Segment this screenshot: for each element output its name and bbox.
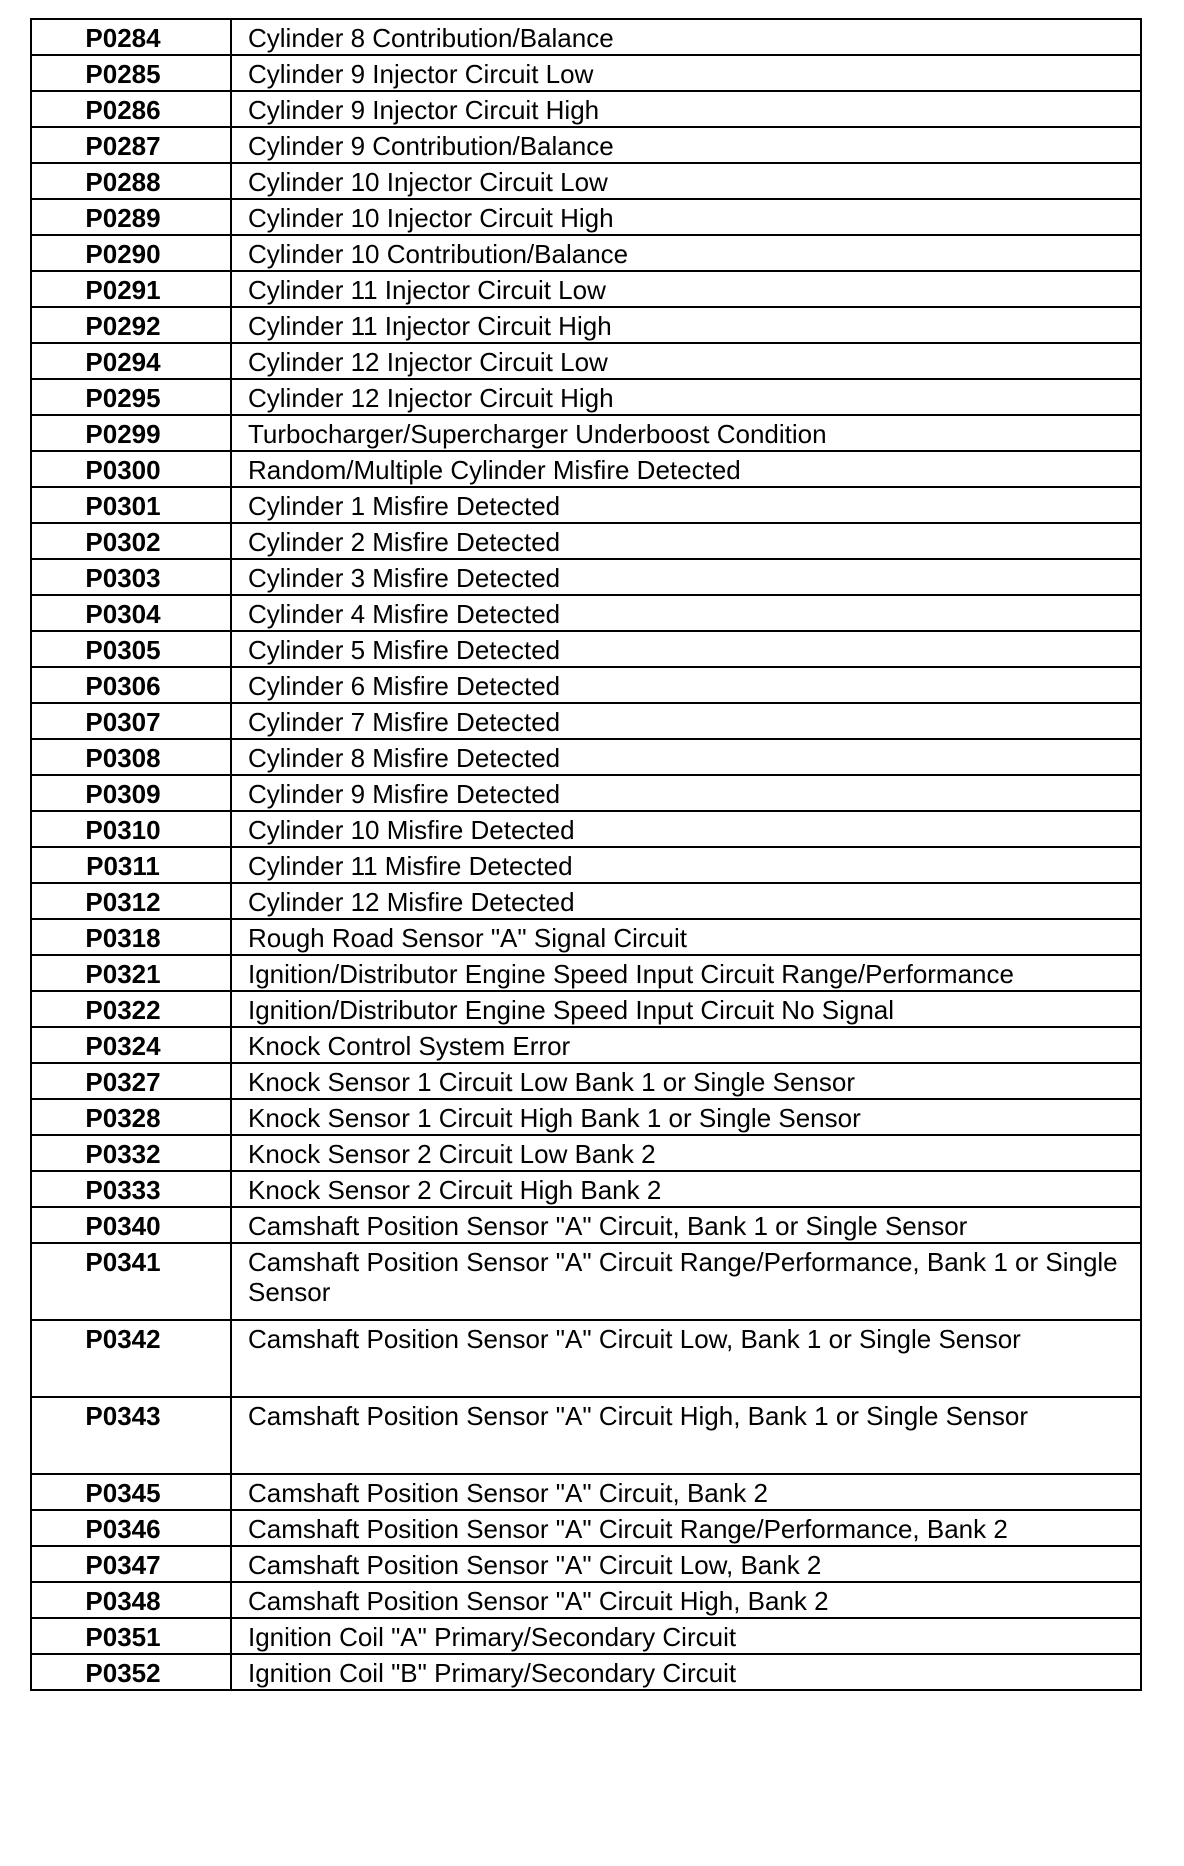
table-row	[31, 1397, 1141, 1474]
table-row	[31, 415, 1141, 451]
dtc-description-cell: Cylinder 10 Contribution/Balance	[231, 235, 1141, 271]
dtc-code-cell: P0342	[31, 1320, 231, 1397]
dtc-code-cell: P0309	[31, 775, 231, 811]
dtc-description-cell: Camshaft Position Sensor "A" Circuit Low, Bank 1 or Single Sensor	[231, 1320, 1141, 1397]
dtc-code-cell: P0292	[31, 307, 231, 343]
dtc-description-cell: Camshaft Position Sensor "A" Circuit Range/Performance, Bank 1 or Single Sensor	[231, 1243, 1141, 1320]
dtc-description-cell: Ignition Coil "B" Primary/Secondary Circuit	[231, 1654, 1141, 1690]
table-row	[31, 919, 1141, 955]
dtc-code-cell: P0291	[31, 271, 231, 307]
table-row	[31, 1510, 1141, 1546]
dtc-code-cell: P0348	[31, 1582, 231, 1618]
dtc-description-cell: Knock Sensor 1 Circuit Low Bank 1 or Single Sensor	[231, 1063, 1141, 1099]
dtc-code-cell: P0305	[31, 631, 231, 667]
table-row	[31, 1135, 1141, 1171]
dtc-description-cell: Cylinder 12 Injector Circuit High	[231, 379, 1141, 415]
dtc-code-cell: P0340	[31, 1207, 231, 1243]
dtc-table-body	[31, 19, 1141, 1690]
dtc-code-cell: P0302	[31, 523, 231, 559]
dtc-description-cell: Cylinder 10 Misfire Detected	[231, 811, 1141, 847]
dtc-description-cell: Cylinder 9 Injector Circuit High	[231, 91, 1141, 127]
dtc-description-cell: Cylinder 6 Misfire Detected	[231, 667, 1141, 703]
dtc-code-cell: P0310	[31, 811, 231, 847]
dtc-code-cell: P0288	[31, 163, 231, 199]
dtc-description-cell: Camshaft Position Sensor "A" Circuit Low, Bank 2	[231, 1546, 1141, 1582]
dtc-code-cell: P0343	[31, 1397, 231, 1474]
dtc-code-cell: P0327	[31, 1063, 231, 1099]
dtc-code-cell: P0345	[31, 1474, 231, 1510]
dtc-code-cell: P0321	[31, 955, 231, 991]
dtc-description-cell: Ignition/Distributor Engine Speed Input Circuit No Signal	[231, 991, 1141, 1027]
dtc-description-cell: Cylinder 8 Misfire Detected	[231, 739, 1141, 775]
table-row	[31, 1582, 1141, 1618]
table-row	[31, 991, 1141, 1027]
dtc-code-cell: P0287	[31, 127, 231, 163]
dtc-description-cell: Cylinder 9 Injector Circuit Low	[231, 55, 1141, 91]
dtc-description-cell: Camshaft Position Sensor "A" Circuit High, Bank 1 or Single Sensor	[231, 1397, 1141, 1474]
dtc-code-cell: P0333	[31, 1171, 231, 1207]
dtc-description-cell: Ignition/Distributor Engine Speed Input Circuit Range/Performance	[231, 955, 1141, 991]
table-row	[31, 1618, 1141, 1654]
dtc-description-cell: Cylinder 11 Misfire Detected	[231, 847, 1141, 883]
dtc-code-cell: P0303	[31, 559, 231, 595]
table-row	[31, 1474, 1141, 1510]
table-row	[31, 1207, 1141, 1243]
table-row	[31, 163, 1141, 199]
dtc-code-cell: P0294	[31, 343, 231, 379]
dtc-code-cell: P0307	[31, 703, 231, 739]
table-row	[31, 379, 1141, 415]
table-row	[31, 1320, 1141, 1397]
dtc-description-cell: Cylinder 10 Injector Circuit High	[231, 199, 1141, 235]
dtc-description-cell: Cylinder 3 Misfire Detected	[231, 559, 1141, 595]
dtc-description-cell: Cylinder 1 Misfire Detected	[231, 487, 1141, 523]
dtc-description-cell: Camshaft Position Sensor "A" Circuit, Bank 2	[231, 1474, 1141, 1510]
table-row	[31, 847, 1141, 883]
table-row	[31, 775, 1141, 811]
dtc-description-cell: Cylinder 12 Misfire Detected	[231, 883, 1141, 919]
dtc-code-cell: P0295	[31, 379, 231, 415]
table-row	[31, 667, 1141, 703]
dtc-code-cell: P0285	[31, 55, 231, 91]
dtc-description-cell: Random/Multiple Cylinder Misfire Detected	[231, 451, 1141, 487]
dtc-code-cell: P0324	[31, 1027, 231, 1063]
dtc-code-cell: P0332	[31, 1135, 231, 1171]
dtc-code-table	[30, 18, 1142, 1691]
dtc-description-cell: Knock Sensor 1 Circuit High Bank 1 or Single Sensor	[231, 1099, 1141, 1135]
table-row	[31, 199, 1141, 235]
dtc-description-cell: Knock Sensor 2 Circuit High Bank 2	[231, 1171, 1141, 1207]
dtc-code-cell: P0341	[31, 1243, 231, 1320]
dtc-code-cell: P0286	[31, 91, 231, 127]
dtc-description-cell: Cylinder 4 Misfire Detected	[231, 595, 1141, 631]
table-row	[31, 883, 1141, 919]
table-row	[31, 343, 1141, 379]
table-row	[31, 631, 1141, 667]
table-row	[31, 19, 1141, 55]
table-row	[31, 91, 1141, 127]
table-row	[31, 487, 1141, 523]
table-row	[31, 271, 1141, 307]
dtc-code-cell: P0289	[31, 199, 231, 235]
dtc-description-cell: Camshaft Position Sensor "A" Circuit Range/Performance, Bank 2	[231, 1510, 1141, 1546]
dtc-code-cell: P0328	[31, 1099, 231, 1135]
table-row	[31, 739, 1141, 775]
table-row	[31, 235, 1141, 271]
dtc-code-cell: P0308	[31, 739, 231, 775]
table-row	[31, 451, 1141, 487]
dtc-code-cell: P0304	[31, 595, 231, 631]
table-row	[31, 1171, 1141, 1207]
table-row	[31, 1099, 1141, 1135]
dtc-description-cell: Cylinder 9 Contribution/Balance	[231, 127, 1141, 163]
dtc-code-cell: P0351	[31, 1618, 231, 1654]
dtc-code-cell: P0346	[31, 1510, 231, 1546]
table-row	[31, 523, 1141, 559]
dtc-description-cell: Cylinder 10 Injector Circuit Low	[231, 163, 1141, 199]
dtc-code-cell: P0306	[31, 667, 231, 703]
table-row	[31, 811, 1141, 847]
dtc-description-cell: Camshaft Position Sensor "A" Circuit High, Bank 2	[231, 1582, 1141, 1618]
dtc-description-cell: Cylinder 11 Injector Circuit Low	[231, 271, 1141, 307]
dtc-description-cell: Cylinder 5 Misfire Detected	[231, 631, 1141, 667]
dtc-description-cell: Cylinder 7 Misfire Detected	[231, 703, 1141, 739]
table-row	[31, 955, 1141, 991]
dtc-description-cell: Camshaft Position Sensor "A" Circuit, Bank 1 or Single Sensor	[231, 1207, 1141, 1243]
dtc-description-cell: Cylinder 9 Misfire Detected	[231, 775, 1141, 811]
dtc-code-cell: P0299	[31, 415, 231, 451]
table-row	[31, 703, 1141, 739]
table-row	[31, 307, 1141, 343]
table-row	[31, 1243, 1141, 1320]
dtc-description-cell: Turbocharger/Supercharger Underboost Condition	[231, 415, 1141, 451]
dtc-description-cell: Knock Control System Error	[231, 1027, 1141, 1063]
dtc-code-cell: P0352	[31, 1654, 231, 1690]
table-row	[31, 1546, 1141, 1582]
dtc-code-cell: P0300	[31, 451, 231, 487]
dtc-description-cell: Cylinder 2 Misfire Detected	[231, 523, 1141, 559]
dtc-code-cell: P0312	[31, 883, 231, 919]
dtc-code-cell: P0347	[31, 1546, 231, 1582]
dtc-code-cell: P0284	[31, 19, 231, 55]
dtc-description-cell: Ignition Coil "A" Primary/Secondary Circuit	[231, 1618, 1141, 1654]
dtc-code-cell: P0322	[31, 991, 231, 1027]
table-row	[31, 55, 1141, 91]
table-row	[31, 127, 1141, 163]
table-row	[31, 559, 1141, 595]
dtc-code-cell: P0318	[31, 919, 231, 955]
dtc-description-cell: Rough Road Sensor "A" Signal Circuit	[231, 919, 1141, 955]
table-row	[31, 1654, 1141, 1690]
table-row	[31, 1027, 1141, 1063]
dtc-description-cell: Cylinder 11 Injector Circuit High	[231, 307, 1141, 343]
dtc-description-cell: Cylinder 8 Contribution/Balance	[231, 19, 1141, 55]
dtc-description-cell: Knock Sensor 2 Circuit Low Bank 2	[231, 1135, 1141, 1171]
dtc-description-cell: Cylinder 12 Injector Circuit Low	[231, 343, 1141, 379]
table-row	[31, 595, 1141, 631]
dtc-code-cell: P0290	[31, 235, 231, 271]
dtc-code-cell: P0301	[31, 487, 231, 523]
table-row	[31, 1063, 1141, 1099]
dtc-code-cell: P0311	[31, 847, 231, 883]
